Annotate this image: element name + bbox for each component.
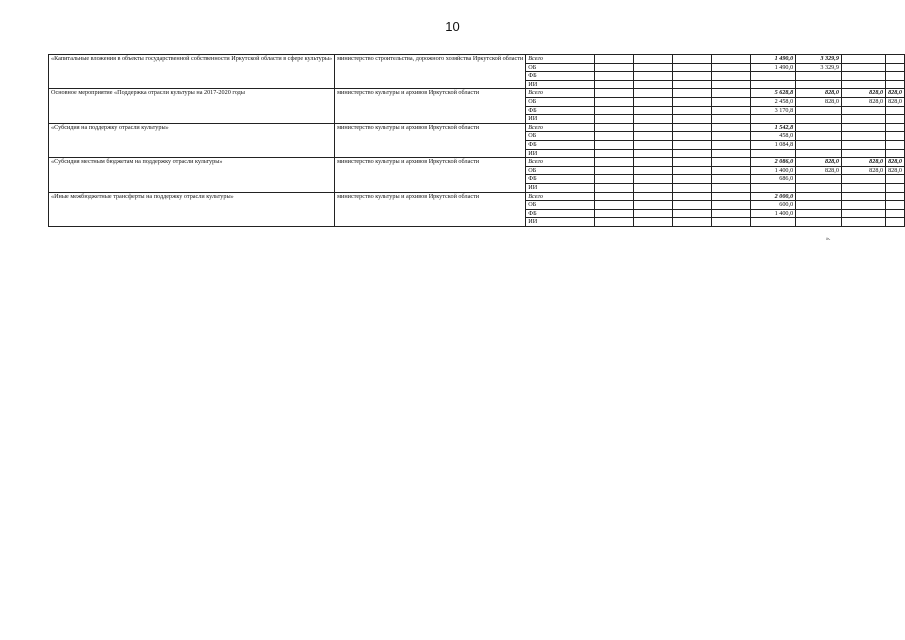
amount-cell <box>886 140 905 149</box>
amount-cell <box>672 183 711 192</box>
budget-table <box>48 54 905 227</box>
amount-cell <box>711 192 750 201</box>
amount-cell <box>633 63 672 72</box>
amount-cell <box>672 158 711 167</box>
amount-cell <box>672 55 711 64</box>
amount-cell: 458,0 <box>751 132 796 141</box>
amount-cell <box>711 183 750 192</box>
amount-cell <box>841 201 885 210</box>
amount-cell <box>633 123 672 132</box>
amount-cell <box>594 140 633 149</box>
amount-cell <box>672 140 711 149</box>
amount-cell <box>886 175 905 184</box>
amount-cell <box>594 89 633 98</box>
amount-cell: 828,0 <box>886 166 905 175</box>
amount-cell <box>711 158 750 167</box>
amount-cell <box>751 115 796 124</box>
amount-cell <box>796 140 842 149</box>
amount-cell <box>672 201 711 210</box>
amount-cell <box>594 106 633 115</box>
amount-cell <box>711 166 750 175</box>
amount-cell <box>672 218 711 227</box>
amount-cell <box>796 149 842 158</box>
amount-cell <box>672 115 711 124</box>
funding-source-cell: Всего <box>526 192 594 201</box>
amount-cell: 1 490,0 <box>751 55 796 64</box>
measure-name-cell: «Иные межбюджетные трансферты на поддержку отрасли культуры» <box>49 192 335 226</box>
amount-cell <box>796 132 842 141</box>
amount-cell <box>841 218 885 227</box>
amount-cell <box>594 158 633 167</box>
amount-cell <box>841 175 885 184</box>
amount-cell <box>594 192 633 201</box>
funding-source-cell: Всего <box>526 55 594 64</box>
amount-cell <box>672 123 711 132</box>
amount-cell <box>672 166 711 175</box>
amount-cell <box>711 80 750 89</box>
funding-source-cell: Всего <box>526 158 594 167</box>
amount-cell <box>796 218 842 227</box>
amount-cell <box>594 132 633 141</box>
amount-cell <box>711 106 750 115</box>
amount-cell <box>672 80 711 89</box>
table-body <box>49 55 905 227</box>
amount-cell <box>796 175 842 184</box>
amount-cell <box>841 80 885 89</box>
amount-cell <box>886 115 905 124</box>
amount-cell <box>711 72 750 81</box>
amount-cell: 1 542,8 <box>751 123 796 132</box>
amount-cell: 3 329,9 <box>796 55 842 64</box>
measure-name-cell: «Субсидия местным бюджетам на поддержку отрасли культуры» <box>49 158 335 192</box>
amount-cell <box>886 55 905 64</box>
amount-cell <box>711 123 750 132</box>
amount-cell: 828,0 <box>796 158 842 167</box>
amount-cell <box>672 149 711 158</box>
executor-cell: министерство культуры и архивов Иркутской области <box>335 123 526 157</box>
amount-cell <box>711 175 750 184</box>
amount-cell: 2 086,0 <box>751 158 796 167</box>
amount-cell: 828,0 <box>841 89 885 98</box>
amount-cell: 1 400,0 <box>751 166 796 175</box>
amount-cell <box>633 175 672 184</box>
amount-cell <box>633 89 672 98</box>
amount-cell: 3 170,8 <box>751 106 796 115</box>
amount-cell <box>711 63 750 72</box>
amount-cell <box>633 183 672 192</box>
amount-cell <box>886 209 905 218</box>
amount-cell <box>633 140 672 149</box>
amount-cell: 1 084,8 <box>751 140 796 149</box>
closing-quote-mark: ». <box>826 236 831 242</box>
table-row <box>49 89 905 98</box>
amount-cell <box>594 201 633 210</box>
amount-cell <box>841 72 885 81</box>
executor-cell: министерство культуры и архивов Иркутской области <box>335 89 526 123</box>
funding-source-cell: ФБ <box>526 72 594 81</box>
amount-cell: 1 400,0 <box>751 209 796 218</box>
amount-cell <box>594 123 633 132</box>
executor-cell: министерство строительства, дорожного хозяйства Иркутской области <box>335 55 526 89</box>
amount-cell <box>594 115 633 124</box>
amount-cell <box>633 97 672 106</box>
amount-cell <box>633 80 672 89</box>
funding-source-cell: ОБ <box>526 97 594 106</box>
amount-cell <box>711 218 750 227</box>
amount-cell <box>633 166 672 175</box>
amount-cell <box>594 72 633 81</box>
amount-cell: 828,0 <box>841 166 885 175</box>
funding-source-cell: ИИ <box>526 149 594 158</box>
table-row <box>49 158 905 167</box>
amount-cell <box>711 149 750 158</box>
amount-cell: 1 490,0 <box>751 63 796 72</box>
amount-cell <box>796 192 842 201</box>
funding-source-cell: ИИ <box>526 183 594 192</box>
amount-cell <box>711 115 750 124</box>
amount-cell <box>711 55 750 64</box>
amount-cell: 686,0 <box>751 175 796 184</box>
amount-cell: 828,0 <box>841 158 885 167</box>
amount-cell <box>711 132 750 141</box>
amount-cell <box>751 80 796 89</box>
amount-cell <box>886 183 905 192</box>
amount-cell <box>633 158 672 167</box>
amount-cell <box>594 97 633 106</box>
amount-cell: 2 458,0 <box>751 97 796 106</box>
amount-cell: 3 329,9 <box>796 63 842 72</box>
amount-cell <box>751 218 796 227</box>
amount-cell <box>672 132 711 141</box>
amount-cell <box>633 209 672 218</box>
amount-cell <box>886 106 905 115</box>
amount-cell <box>633 218 672 227</box>
amount-cell <box>672 63 711 72</box>
amount-cell <box>711 97 750 106</box>
amount-cell <box>886 63 905 72</box>
amount-cell <box>633 115 672 124</box>
funding-source-cell: ФБ <box>526 209 594 218</box>
funding-source-cell: ФБ <box>526 175 594 184</box>
amount-cell <box>751 149 796 158</box>
amount-cell: 828,0 <box>796 97 842 106</box>
amount-cell <box>841 115 885 124</box>
amount-cell <box>594 183 633 192</box>
amount-cell <box>594 218 633 227</box>
amount-cell: 828,0 <box>796 166 842 175</box>
amount-cell <box>633 132 672 141</box>
amount-cell <box>672 89 711 98</box>
amount-cell <box>886 149 905 158</box>
table-row <box>49 192 905 201</box>
amount-cell <box>841 140 885 149</box>
amount-cell <box>796 80 842 89</box>
amount-cell <box>796 123 842 132</box>
funding-source-cell: ИИ <box>526 218 594 227</box>
amount-cell: 828,0 <box>886 158 905 167</box>
amount-cell <box>841 183 885 192</box>
funding-source-cell: ОБ <box>526 201 594 210</box>
amount-cell <box>672 192 711 201</box>
amount-cell <box>841 63 885 72</box>
amount-cell <box>841 192 885 201</box>
amount-cell <box>672 97 711 106</box>
amount-cell <box>594 149 633 158</box>
amount-cell: 828,0 <box>886 97 905 106</box>
amount-cell <box>886 123 905 132</box>
amount-cell <box>886 201 905 210</box>
funding-source-cell: Всего <box>526 89 594 98</box>
funding-source-cell: Всего <box>526 123 594 132</box>
amount-cell <box>841 209 885 218</box>
amount-cell <box>633 192 672 201</box>
amount-cell <box>796 72 842 81</box>
amount-cell <box>886 80 905 89</box>
amount-cell: 5 628,8 <box>751 89 796 98</box>
amount-cell <box>672 72 711 81</box>
amount-cell <box>841 106 885 115</box>
amount-cell <box>751 183 796 192</box>
executor-cell: министерство культуры и архивов Иркутской области <box>335 158 526 192</box>
amount-cell <box>796 209 842 218</box>
amount-cell: 2 000,0 <box>751 192 796 201</box>
measure-name-cell: «Капитальные вложения в объекты государственной собственности Иркутской области в сфере культуры» <box>49 55 335 89</box>
amount-cell <box>711 140 750 149</box>
amount-cell <box>594 80 633 89</box>
amount-cell <box>796 106 842 115</box>
funding-source-cell: ФБ <box>526 106 594 115</box>
amount-cell <box>672 106 711 115</box>
amount-cell <box>594 175 633 184</box>
funding-source-cell: ФБ <box>526 140 594 149</box>
amount-cell: 828,0 <box>886 89 905 98</box>
table-row <box>49 55 905 64</box>
amount-cell <box>796 201 842 210</box>
measure-name-cell: Основное мероприятие «Поддержка отрасли культуры на 2017-2020 годы <box>49 89 335 123</box>
amount-cell <box>751 72 796 81</box>
amount-cell <box>594 63 633 72</box>
amount-cell <box>886 132 905 141</box>
amount-cell <box>796 183 842 192</box>
funding-source-cell: ОБ <box>526 63 594 72</box>
amount-cell: 828,0 <box>796 89 842 98</box>
amount-cell <box>594 166 633 175</box>
amount-cell <box>672 175 711 184</box>
amount-cell <box>886 192 905 201</box>
amount-cell: 828,0 <box>841 97 885 106</box>
amount-cell <box>886 72 905 81</box>
amount-cell <box>841 123 885 132</box>
amount-cell <box>711 209 750 218</box>
amount-cell <box>796 115 842 124</box>
table-row <box>49 123 905 132</box>
measure-name-cell: «Субсидия на поддержку отрасли культуры» <box>49 123 335 157</box>
amount-cell <box>594 209 633 218</box>
amount-cell <box>711 89 750 98</box>
amount-cell <box>711 201 750 210</box>
amount-cell <box>841 55 885 64</box>
page-number: 10 <box>445 19 460 34</box>
amount-cell <box>633 55 672 64</box>
amount-cell <box>886 218 905 227</box>
amount-cell <box>672 209 711 218</box>
amount-cell <box>841 149 885 158</box>
amount-cell: 600,0 <box>751 201 796 210</box>
amount-cell <box>633 106 672 115</box>
amount-cell <box>841 132 885 141</box>
amount-cell <box>633 72 672 81</box>
funding-source-cell: ОБ <box>526 166 594 175</box>
amount-cell <box>633 149 672 158</box>
amount-cell <box>633 201 672 210</box>
amount-cell <box>594 55 633 64</box>
funding-source-cell: ИИ <box>526 80 594 89</box>
funding-source-cell: ИИ <box>526 115 594 124</box>
executor-cell: министерство культуры и архивов Иркутской области <box>335 192 526 226</box>
funding-source-cell: ОБ <box>526 132 594 141</box>
